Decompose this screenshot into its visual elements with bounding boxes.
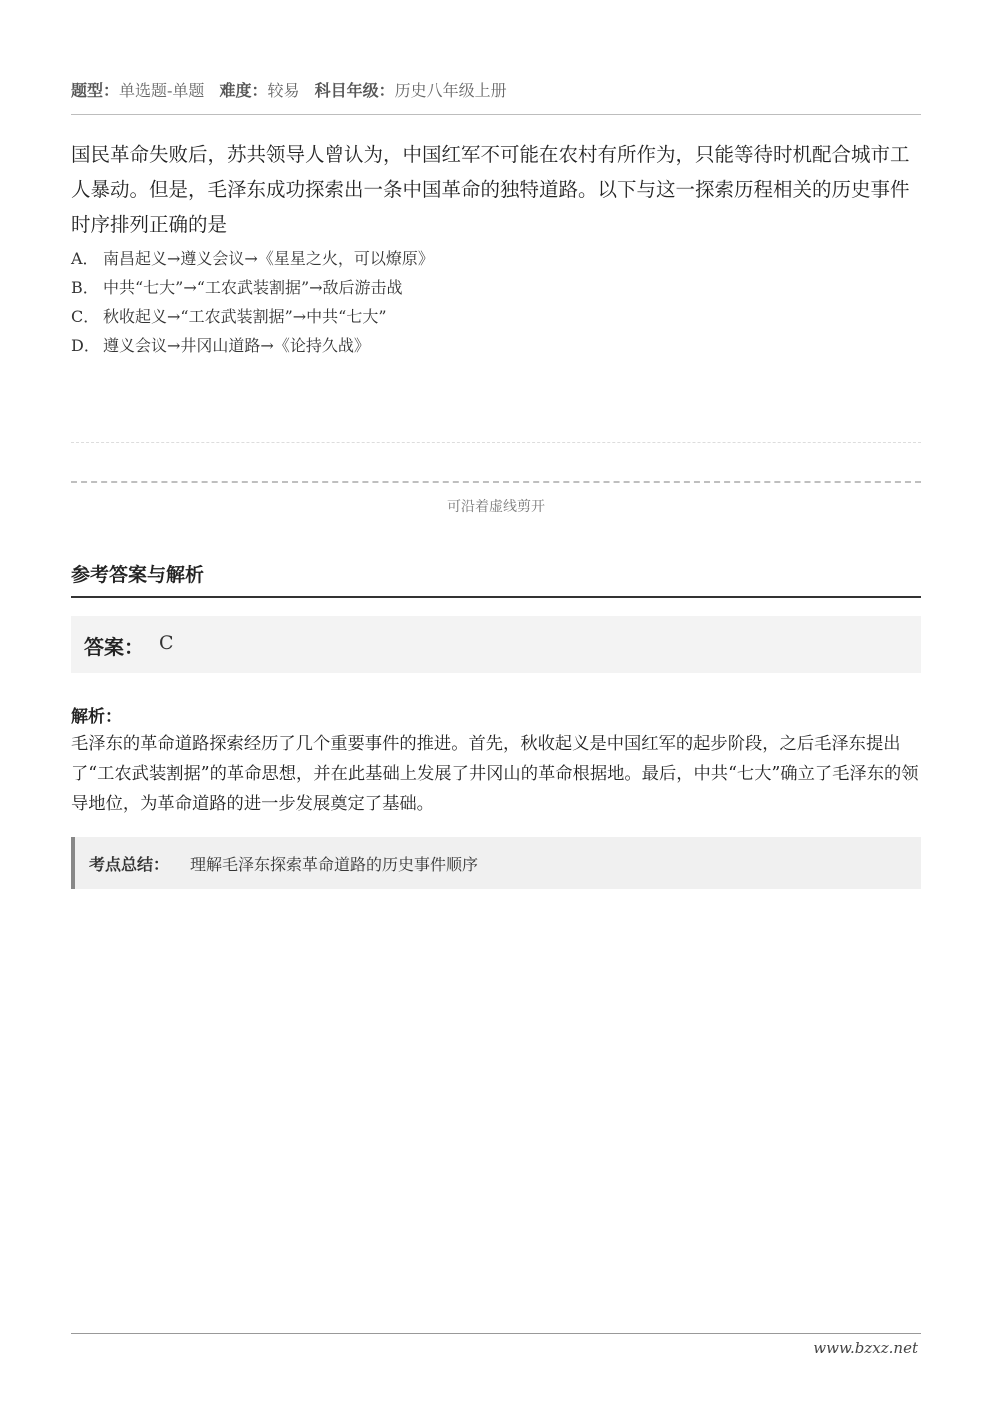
option-text: 中共“七大”→“工农武装割据”→敌后游击战 (103, 278, 403, 297)
option-a[interactable] (71, 244, 921, 273)
subject-value: 历史八年级上册 (394, 81, 507, 100)
document-page (71, 0, 921, 1403)
header-divider (71, 114, 921, 115)
option-b[interactable] (71, 273, 921, 302)
answer-box (71, 616, 921, 673)
option-letter: B． (71, 278, 99, 297)
question-stem: 国民革命失败后，苏共领导人曾认为，中国红军不可能在农村有所作为，只能等待时机配合城市工人暴动。但是，毛泽东成功探索出一条中国革命的独特道路。以下与这一探索历程相关的历史事件时序排列正确的是 (71, 143, 910, 236)
option-letter: D． (71, 336, 100, 355)
keypoint-box (71, 837, 921, 889)
footer-divider (71, 1333, 921, 1334)
difficulty-label: 难度： (219, 81, 268, 100)
solution-divider (71, 596, 921, 598)
answer-space-divider (71, 442, 921, 443)
cut-hint: 可沿着虚线剪开 (447, 499, 545, 515)
difficulty-value: 较易 (267, 81, 300, 100)
keypoint-text: 理解毛泽东探索革命道路的历史事件顺序 (190, 855, 479, 874)
answer-label: 答案： (84, 635, 144, 659)
subject-label: 科目年级： (314, 81, 395, 100)
solution-section-title: 参考答案与解析 (71, 564, 205, 586)
type-label: 题型： (71, 81, 120, 100)
option-letter: C． (71, 307, 100, 326)
answer-value: C (159, 632, 174, 654)
analysis-label: 解析： (71, 707, 122, 727)
type-value: 单选题-单题 (119, 81, 205, 100)
option-text: 南昌起义→遵义会议→《星星之火，可以燎原》 (103, 249, 434, 268)
option-list (71, 244, 921, 360)
analysis-text: 毛泽东的革命道路探索经历了几个重要事件的推进。首先，秋收起义是中国红军的起步阶段，之后毛泽东提出了“工农武装割据”的革命思想，并在此基础上发展了井冈山的革命根据地。最后，中共“七大”确立了毛泽东的领导地位，为革命道路的进一步发展奠定了基础。 (71, 734, 919, 814)
question-meta (71, 78, 517, 101)
cut-line (71, 481, 921, 483)
option-text: 遵义会议→井冈山道路→《论持久战》 (103, 336, 370, 355)
footer-site-link[interactable]: www.bzxz.net (813, 1339, 918, 1357)
option-letter: A． (71, 249, 99, 268)
option-c[interactable] (71, 302, 921, 331)
keypoint-label: 考点总结： (89, 855, 170, 874)
option-text: 秋收起义→“工农武装割据”→中共“七大” (103, 307, 387, 326)
option-d[interactable] (71, 331, 921, 360)
